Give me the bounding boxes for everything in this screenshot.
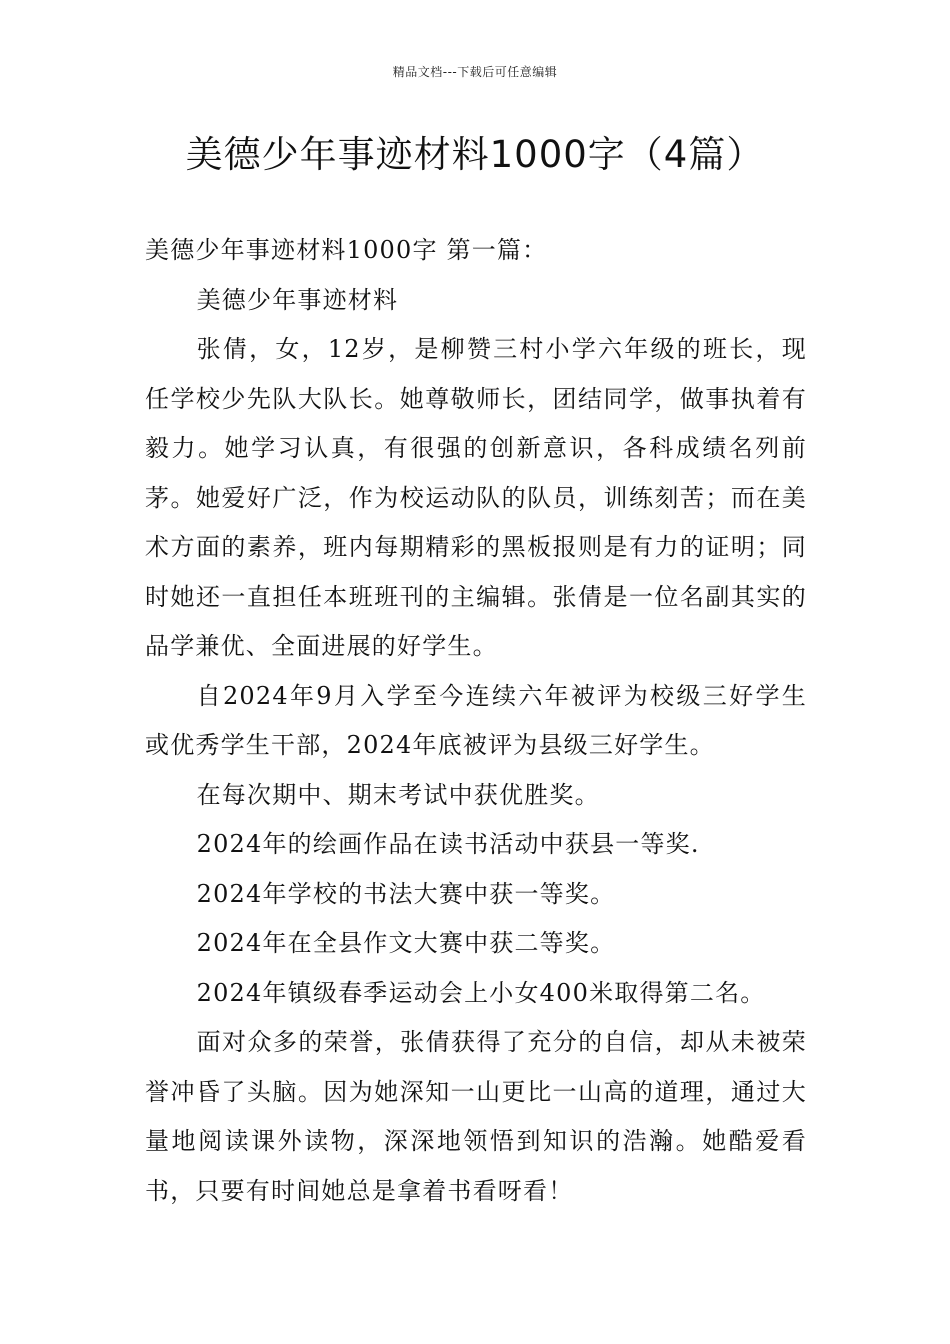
section-heading: 美德少年事迹材料1000字 第一篇：	[145, 236, 548, 264]
article-subtitle: 美德少年事迹材料	[196, 285, 399, 314]
page-header-note: 精品文档---下载后可任意编辑	[392, 65, 558, 79]
paragraph: 自2024年9月入学至今连续六年被评为校级三好学生或优秀学生干部，2024年底被评为县级三好学生。	[145, 681, 807, 759]
paragraph: 在每次期中、期末考试中获优胜奖。	[196, 780, 600, 809]
paragraph: 面对众多的荣誉，张倩获得了充分的自信，却从未被荣誉冲昏了头脑。因为她深知一山更比一山高的道理，通过大量地阅读课外读物，深深地领悟到知识的浩瀚。她酷爱看书，只要有时间她总是拿着书看呀看！	[145, 1028, 807, 1205]
paragraph: 2024年学校的书法大赛中获一等奖。	[196, 879, 616, 908]
paragraph: 2024年的绘画作品在读书活动中获县一等奖.	[196, 830, 700, 858]
paragraph: 2024年镇级春季运动会上小女400米取得第二名。	[196, 978, 766, 1007]
paragraph: 2024年在全县作文大赛中获二等奖。	[196, 929, 616, 957]
paragraph: 张倩，女，12岁，是柳赞三村小学六年级的班长，现任学校少先队大队长。她尊敬师长，团结同学，做事执着有毅力。她学习认真，有很强的创新意识，各科成绩名列前茅。她爱好广泛，作为校运动队的队员，训练刻苦；而在美术方面的素养，班内每期精彩的黑板报则是有力的证明；同时她还一直担任本班班刊的主编辑。张倩是一位名副其实的品学兼优、全面进展的好学生。	[145, 335, 807, 660]
document-title: 美德少年事迹材料1000字（4篇）	[185, 133, 765, 176]
document-body	[145, 226, 807, 1216]
